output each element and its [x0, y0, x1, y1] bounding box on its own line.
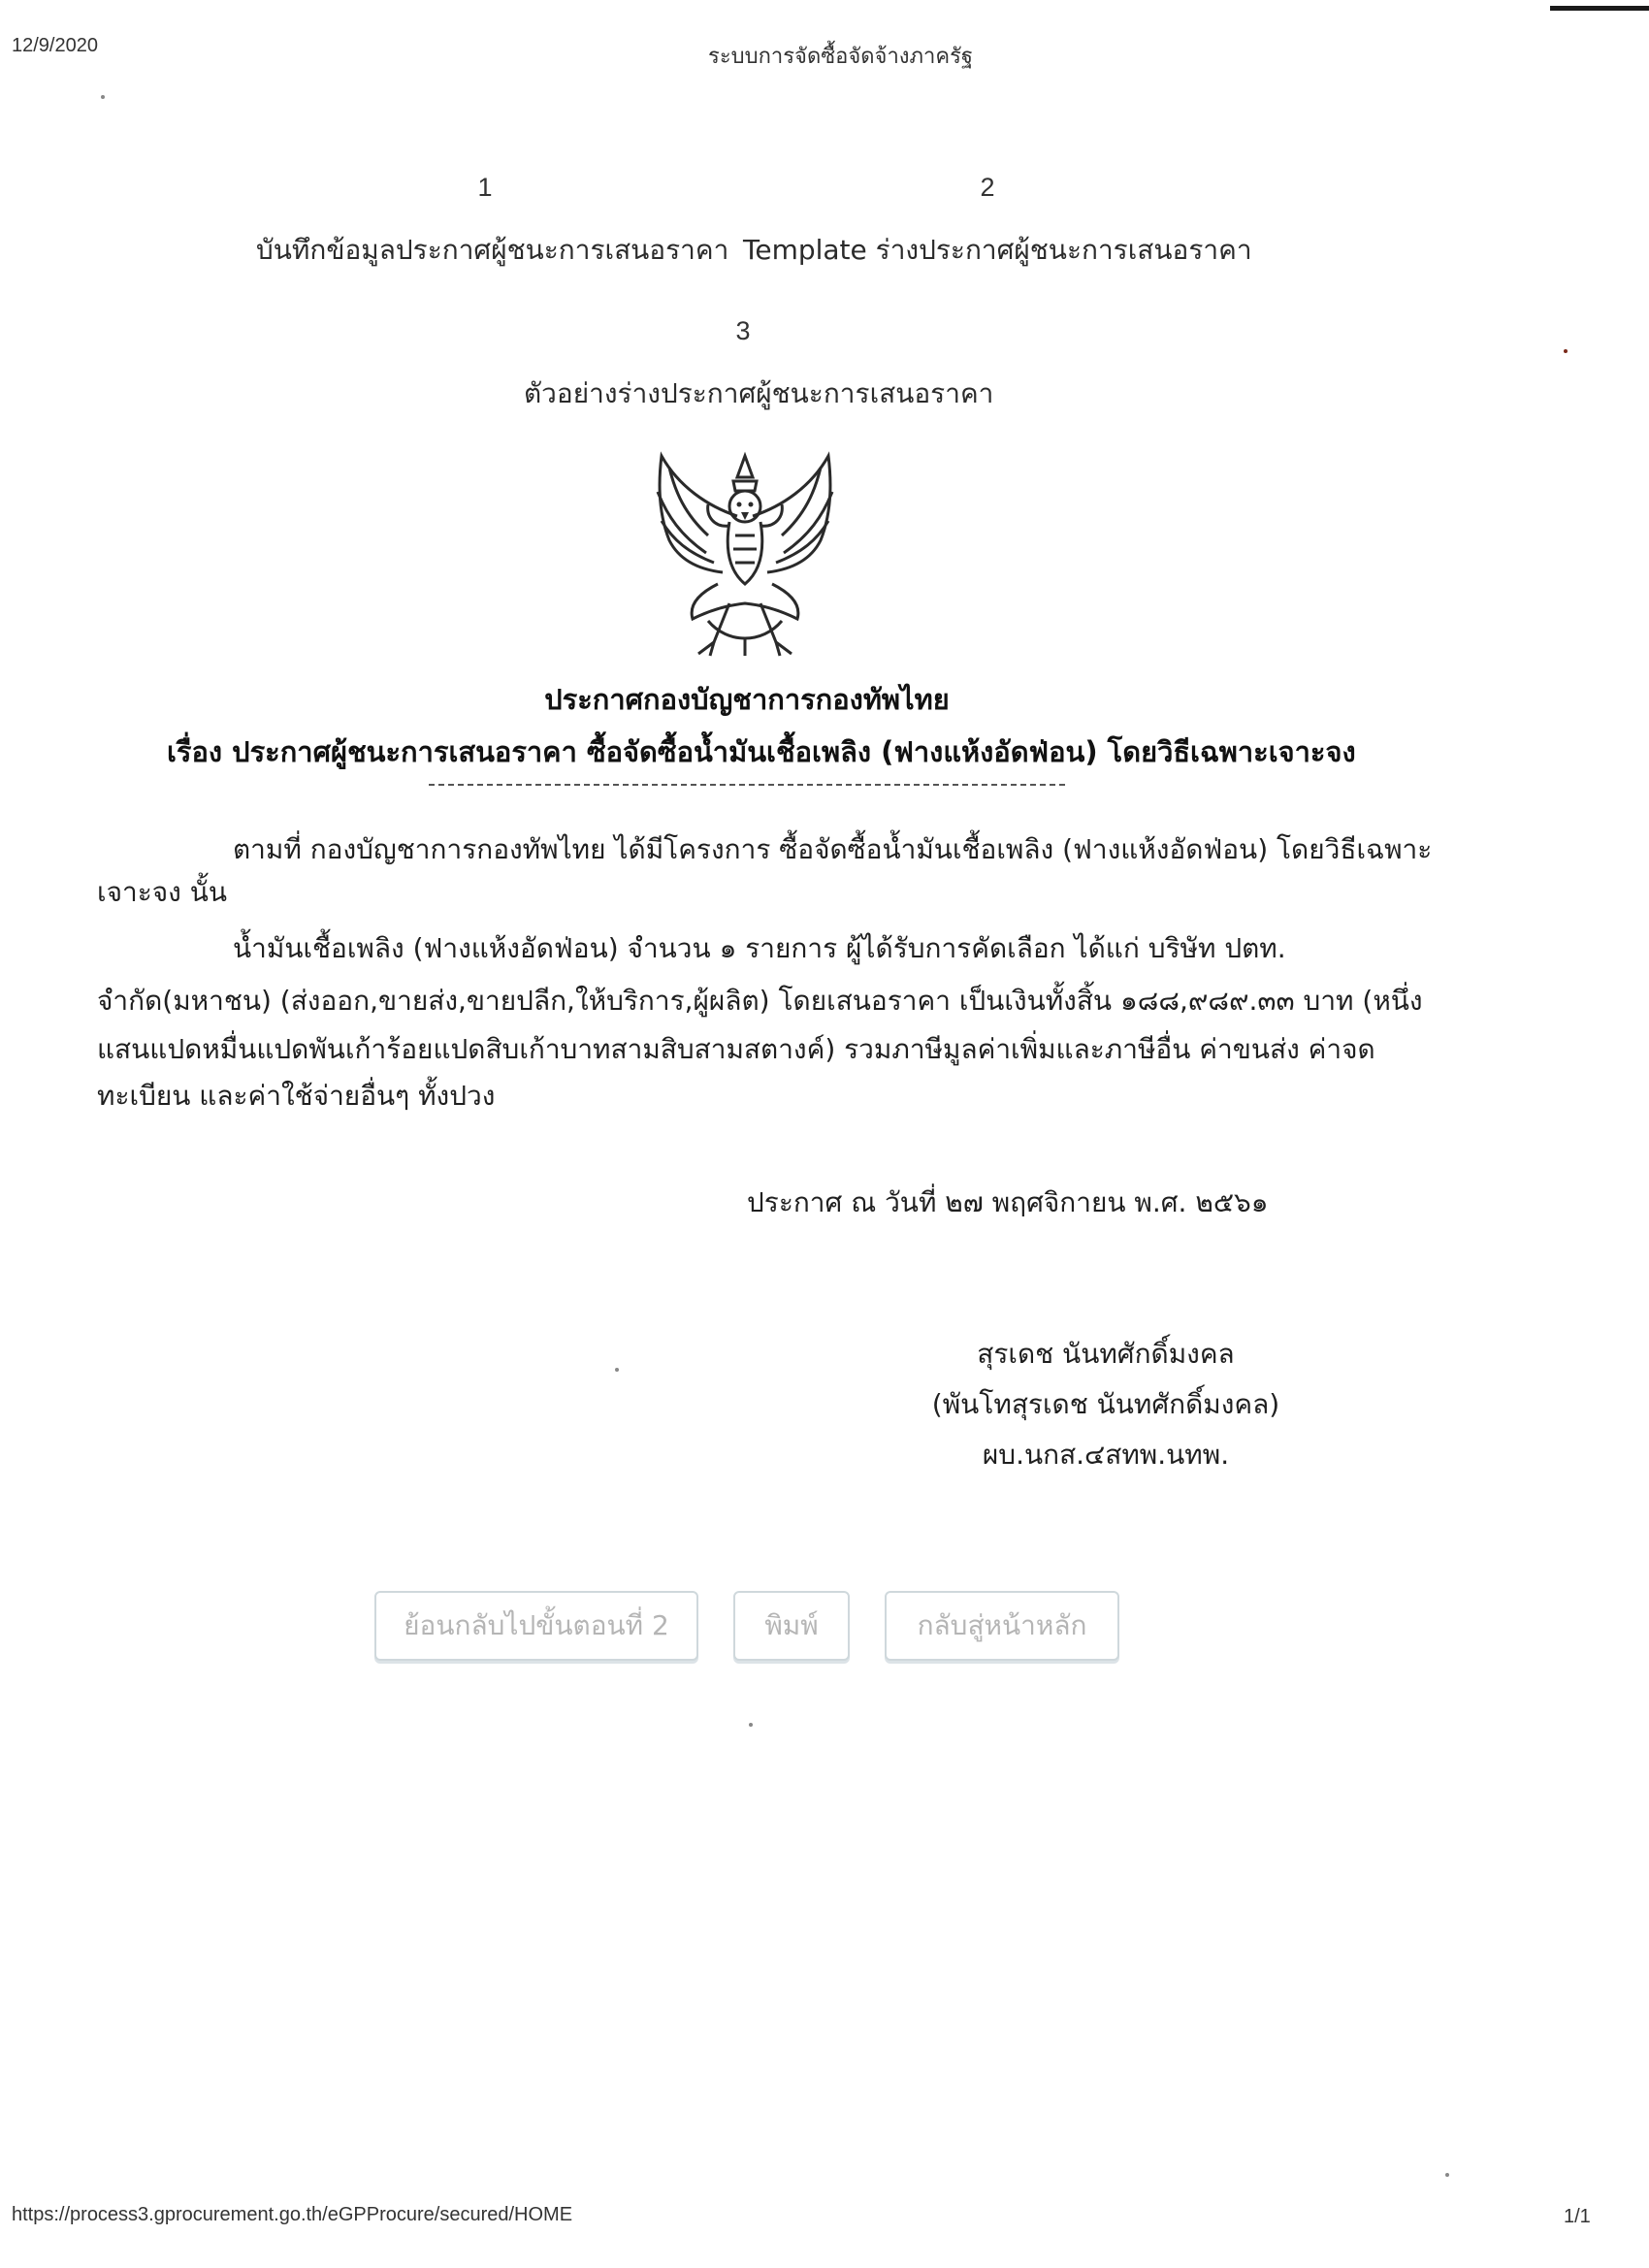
announcement-divider [429, 784, 1065, 786]
paragraph-1-line-2: เจาะจง นั้น [97, 876, 227, 908]
step-3-number: 3 [735, 316, 751, 345]
scan-speck [1564, 349, 1568, 353]
garuda-emblem-icon [640, 448, 850, 662]
print-footer-url: https://process3.gprocurement.go.th/eGPProcure/secured/HOME [12, 2204, 573, 2225]
print-footer-page-number: 1/1 [1564, 2206, 1591, 2227]
paragraph-2-line-3: แสนแปดหมื่นแปดพันเก้าร้อยแปดสิบเก้าบาทสามสิบสามสตางค์) รวมภาษีมูลค่าเพิ่มและภาษีอื่น ค่าขนส่ง ค่าจด [97, 1033, 1375, 1065]
page-edge-mark [1550, 6, 1649, 11]
paragraph-2-line-1: น้ำมันเชื้อเพลิง (ฟางแห้งอัดฟ่อน) จำนวน ๑ รายการ ผู้ได้รับการคัดเลือก ได้แก่ บริษัท ปตท. [233, 932, 1286, 964]
scan-speck [749, 1723, 753, 1727]
step-1-label[interactable]: บันทึกข้อมูลประกาศผู้ชนะการเสนอราคา [256, 234, 729, 266]
signature-position: ผบ.นกส.๔สทพ.นทพ. [982, 1439, 1230, 1471]
step-1-number: 1 [477, 173, 493, 202]
print-header-title: ระบบการจัดซื้อจัดจ้างภาครัฐ [708, 45, 974, 69]
paragraph-2-line-4: ทะเบียน และค่าใช้จ่ายอื่นๆ ทั้งปวง [97, 1080, 496, 1112]
paragraph-2-line-2: จำกัด(มหาชน) (ส่งออก,ขายส่ง,ขายปลีก,ให้บริการ,ผู้ผลิต) โดยเสนอราคา เป็นเงินทั้งสิ้น ๑๘๘,๙๘๙.๓๓ บาท (หนึ่ง [97, 985, 1423, 1017]
back-to-home-button[interactable]: กลับสู่หน้าหลัก [885, 1591, 1119, 1661]
print-date: 12/9/2020 [12, 35, 98, 56]
announcement-subject: เรื่อง ประกาศผู้ชนะการเสนอราคา ซื้อจัดซื้อน้ำมันเชื้อเพลิง (ฟางแห้งอัดฟ่อน) โดยวิธีเฉพาะเจาะจง [167, 735, 1356, 768]
step-3-label[interactable]: ตัวอย่างร่างประกาศผู้ชนะการเสนอราคา [524, 377, 994, 409]
step-2-number: 2 [980, 173, 995, 202]
scan-speck [101, 95, 105, 99]
announcement-title: ประกาศกองบัญชาการกองทัพไทย [544, 683, 950, 716]
announcement-date: ประกาศ ณ วันที่ ๒๗ พฤศจิกายน พ.ศ. ๒๕๖๑ [747, 1186, 1269, 1218]
paragraph-1-line-1: ตามที่ กองบัญชาการกองทัพไทย ได้มีโครงการ ซื้อจัดซื้อน้ำมันเชื้อเพลิง (ฟางแห้งอัดฟ่อน) โดยวิธีเฉพาะ [233, 833, 1433, 865]
scan-speck [1445, 2173, 1449, 2177]
scan-speck [615, 1368, 619, 1372]
step-2-label[interactable]: Template ร่างประกาศผู้ชนะการเสนอราคา [743, 234, 1252, 266]
print-button[interactable]: พิมพ์ [733, 1591, 850, 1661]
signature-name: สุรเดช นันทศักดิ์มงคล [977, 1338, 1235, 1370]
back-to-step-2-button[interactable]: ย้อนกลับไปขั้นตอนที่ 2 [374, 1591, 698, 1661]
signature-full-name: (พันโทสุรเดช นันทศักดิ์มงคล) [931, 1388, 1280, 1420]
